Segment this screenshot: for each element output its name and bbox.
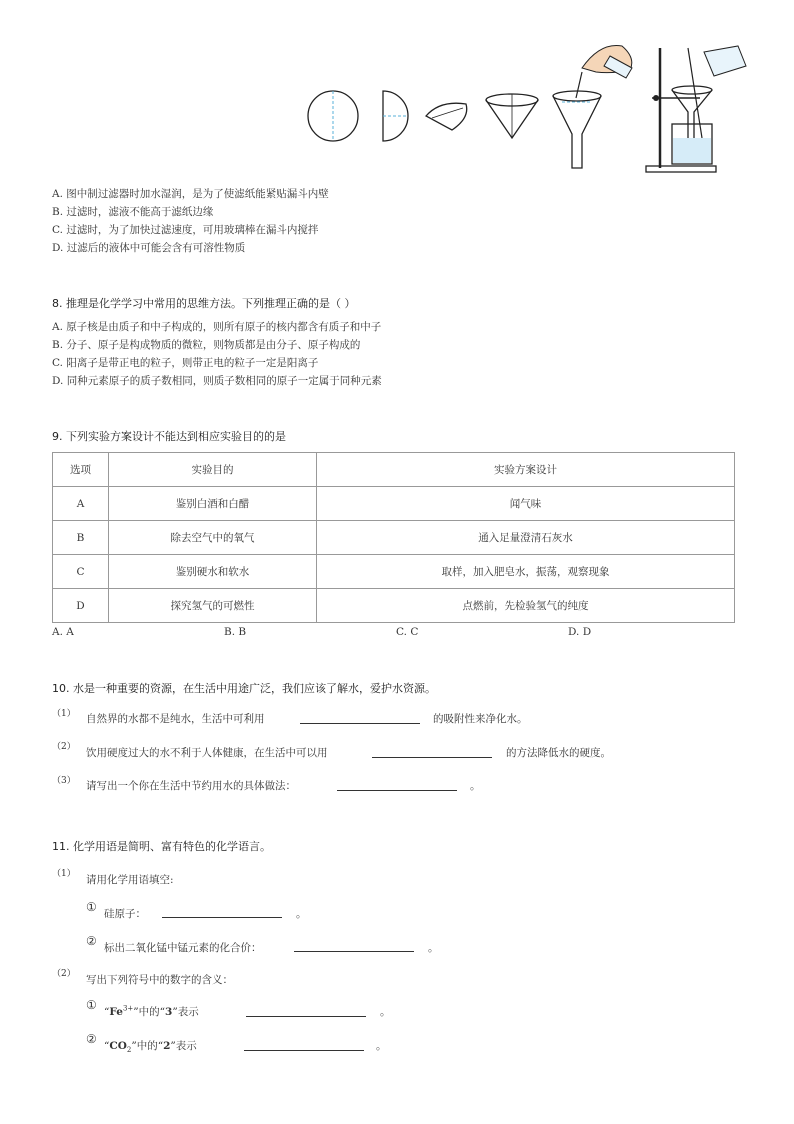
q11-part2-item2-mark: ② — [86, 1032, 97, 1046]
row-b-option: B — [53, 521, 109, 555]
q10-part1-blank[interactable] — [300, 722, 420, 724]
row-d-option: D — [53, 589, 109, 623]
q7-option-c: C. 过滤时，为了加快过滤速度，可用玻璃棒在漏斗内搅拌 — [52, 224, 319, 236]
row-d-purpose: 探究氢气的可燃性 — [109, 589, 317, 623]
filter-paper-half — [383, 91, 408, 141]
row-a-purpose: 鉴别白酒和白醋 — [109, 487, 317, 521]
q8-option-d: D. 同种元素原子的质子数相同，则质子数相同的原子一定属于同种元素 — [52, 375, 382, 387]
ring-stand-apparatus — [646, 46, 746, 172]
table-row — [53, 555, 735, 589]
q8-option-c: C. 阳离子是带正电的粒子，则带正电的粒子一定是阳离子 — [52, 357, 319, 369]
q11-part1-item2-text: 标出二氧化锰中锰元素的化合价： — [104, 942, 262, 954]
quote-close: ”中的“ — [133, 1006, 166, 1018]
q7-option-a: A. 图中制过滤器时加水湿润，是为了使滤纸能紧贴漏斗内壁 — [52, 188, 329, 200]
subscript-2: 2 — [126, 1046, 132, 1055]
header-design: 实验方案设计 — [317, 453, 735, 487]
q10-part1-text: 自然界的水都不是纯水，生活中可利用 — [86, 713, 265, 725]
symbol-fe: Fe — [109, 1006, 123, 1018]
header-option: 选项 — [53, 453, 109, 487]
q11-part1-item1-mark: ① — [86, 900, 97, 914]
q10-part2-blank[interactable] — [372, 756, 492, 758]
q7-option-b: B. 过滤时，滤液不能高于滤纸边缘 — [52, 206, 214, 218]
q9-choice-a: A. A — [52, 626, 74, 638]
row-b-purpose: 除去空气中的氧气 — [109, 521, 317, 555]
quote-open: “ — [104, 1040, 110, 1052]
symbol-co: CO — [109, 1040, 127, 1052]
q11-part1-number: （1） — [52, 869, 76, 879]
row-c-option: C — [53, 555, 109, 589]
funnel-with-paper — [553, 91, 601, 168]
row-b-design: 通入足量澄清石灰水 — [317, 521, 735, 555]
represents-text: ”表示 — [172, 1006, 199, 1018]
q11-part2-item1-text — [104, 1004, 199, 1019]
row-c-purpose: 鉴别硬水和软水 — [109, 555, 317, 589]
q11-part1-item1-blank[interactable] — [162, 916, 282, 918]
row-a-option: A — [53, 487, 109, 521]
row-a-design: 闻气味 — [317, 487, 735, 521]
quote-open: “ — [104, 1006, 110, 1018]
row-c-design: 取样，加入肥皂水，振荡，观察现象 — [317, 555, 735, 589]
q8-option-b: B. 分子、原子是构成物质的微粒，则物质都是由分子、原子构成的 — [52, 339, 361, 351]
q9-choice-c: C. C — [396, 626, 419, 638]
q10-part2-number: （2） — [52, 742, 76, 752]
q11-part2-item1-mark: ① — [86, 998, 97, 1012]
q11-part2-item1-tail: 。 — [380, 1006, 391, 1018]
filter-paper-circle — [308, 91, 358, 141]
q10-part2-tail: 的方法降低水的硬度。 — [506, 747, 611, 759]
pouring-hand — [576, 45, 632, 98]
digit-2: 2 — [163, 1040, 171, 1052]
q11-part2-number: （2） — [52, 969, 76, 979]
q11-part1-item1-tail: 。 — [296, 908, 307, 920]
filter-paper-quarter — [426, 103, 467, 130]
table-row — [53, 487, 735, 521]
q11-part1-item2-mark: ② — [86, 934, 97, 948]
q8-title: 8. 推理是化学学习中常用的思维方法。下列推理正确的是（ ） — [52, 297, 356, 310]
q10-part2-text: 饮用硬度过大的水不利于人体健康，在生活中可以用 — [86, 747, 328, 759]
q10-part3-text: 请写出一个你在生活中节约用水的具体做法： — [86, 780, 296, 792]
q9-title: 9. 下列实验方案设计不能达到相应实验目的的是 — [52, 430, 286, 443]
q11-part2-item1-blank[interactable] — [246, 1015, 366, 1017]
charge-superscript: 3+ — [122, 1004, 134, 1013]
q10-title: 10. 水是一种重要的资源，在生活中用途广泛，我们应该了解水，爱护水资源。 — [52, 682, 436, 695]
q10-part3-blank[interactable] — [337, 789, 457, 791]
q11-part2-item2-blank[interactable] — [244, 1049, 364, 1051]
q7-option-d: D. 过滤后的液体中可能会含有可溶性物质 — [52, 242, 246, 254]
q11-part1-item1-text: 硅原子： — [104, 908, 146, 920]
filtration-illustration — [300, 38, 750, 178]
q11-part1-item2-tail: 。 — [428, 942, 439, 954]
q10-part3-tail: 。 — [470, 780, 481, 792]
q10-part1-number: （1） — [52, 709, 76, 719]
q11-part2-item2-text — [104, 1038, 197, 1054]
table-header-row — [53, 453, 735, 487]
q11-part1-text: 请用化学用语填空: — [86, 874, 174, 886]
q10-part1-tail: 的吸附性来净化水。 — [433, 713, 528, 725]
q9-choice-b: B. B — [224, 626, 247, 638]
q9-choice-d: D. D — [568, 626, 592, 638]
represents-text: ”表示 — [170, 1040, 197, 1052]
quote-close: ”中的“ — [131, 1040, 164, 1052]
header-purpose: 实验目的 — [109, 453, 317, 487]
table-row — [53, 521, 735, 555]
q11-title: 11. 化学用语是简明、富有特色的化学语言。 — [52, 840, 271, 853]
q11-part1-item2-blank[interactable] — [294, 950, 414, 952]
q10-part3-number: （3） — [52, 776, 76, 786]
q11-part2-item2-tail: 。 — [376, 1040, 387, 1052]
filter-paper-cone — [486, 94, 538, 138]
digit-3: 3 — [165, 1006, 173, 1018]
q11-part2-text: 写出下列符号中的数字的含义： — [86, 974, 233, 986]
row-d-design: 点燃前，先检验氢气的纯度 — [317, 589, 735, 623]
q8-option-a: A. 原子核是由质子和中子构成的，则所有原子的核内都含有质子和中子 — [52, 321, 382, 333]
q9-experiment-table — [52, 452, 735, 623]
table-row — [53, 589, 735, 623]
